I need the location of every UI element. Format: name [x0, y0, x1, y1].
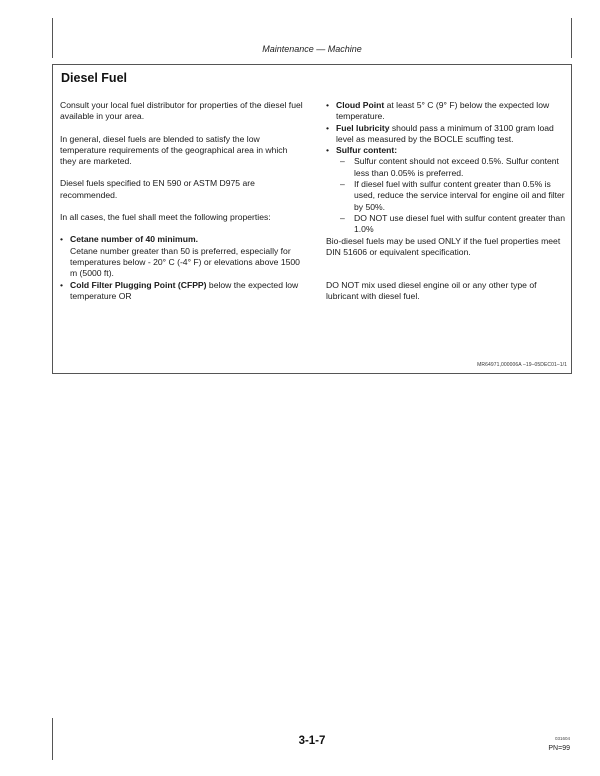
list-item [60, 234, 305, 279]
reference-code: MR64971,000006A –19–05DEC01–1/1 [477, 362, 567, 368]
footer-pn: PN=99 [548, 745, 570, 752]
cfpp-text: below the expected low temperature OR [70, 279, 299, 301]
diesel-fuel-section [52, 64, 572, 374]
cetane-text: Cetane number greater than 50 is preferred, especially for temperatures below - 20° C (-4° F) or elevations above 1500 m (5000 ft). [70, 245, 300, 279]
left-column [60, 100, 305, 302]
section-title: Diesel Fuel [61, 71, 127, 85]
cetane-label: Cetane number of 40 minimum. [70, 234, 198, 245]
paragraph: Diesel fuels specified to EN 590 or ASTM D975 are recommended. [60, 178, 255, 200]
right-column [326, 100, 566, 314]
paragraph: DO NOT mix used diesel engine oil or any other type of lubricant with diesel fuel. [326, 280, 537, 302]
lubricity-text: should pass a minimum of 3100 gram load level as measured by the BOCLE scuffing test. [336, 122, 554, 144]
list-item [60, 280, 305, 303]
cloud-point-label: Cloud Point [336, 100, 385, 110]
sublist-item: – If diesel fuel with sulfur content greater than 0.5% is used, reduce the service interval for engine oil and filter by 50%. [336, 179, 566, 213]
cfpp-label: Cold Filter Plugging Point (CFPP) [70, 279, 207, 290]
page-number: 3-1-7 [298, 735, 326, 747]
cloud-point-text: at least 5° C (9° F) below the expected low temperature. [336, 100, 550, 122]
sublist-item: – DO NOT use diesel fuel with sulfur content greater than 1.0% [336, 213, 566, 236]
list-item [326, 145, 566, 235]
running-header: Maintenance — Machine [262, 44, 362, 54]
paragraph: Consult your local fuel distributor for properties of the diesel fuel available in your area. [60, 100, 303, 122]
lubricity-label: Fuel lubricity [336, 122, 390, 133]
paragraph: Bio-diesel fuels may be used ONLY if the fuel properties meet DIN 51606 or equivalent specification. [326, 235, 561, 257]
property-list [326, 100, 566, 236]
footer-code: 031604 [554, 736, 570, 741]
sulfur-label: Sulfur content: [336, 145, 398, 156]
list-item [326, 123, 566, 146]
paragraph: In general, diesel fuels are blended to satisfy the low temperature requirements of the geographical area in which they are marketed. [60, 133, 288, 167]
sublist-item: – Sulfur content should not exceed 0.5%. Sulfur content less than 0.05% is preferred. [336, 156, 566, 179]
property-list [60, 234, 305, 302]
list-item [326, 100, 566, 123]
paragraph: In all cases, the fuel shall meet the following properties: [60, 212, 271, 223]
sulfur-sublist [336, 156, 566, 235]
